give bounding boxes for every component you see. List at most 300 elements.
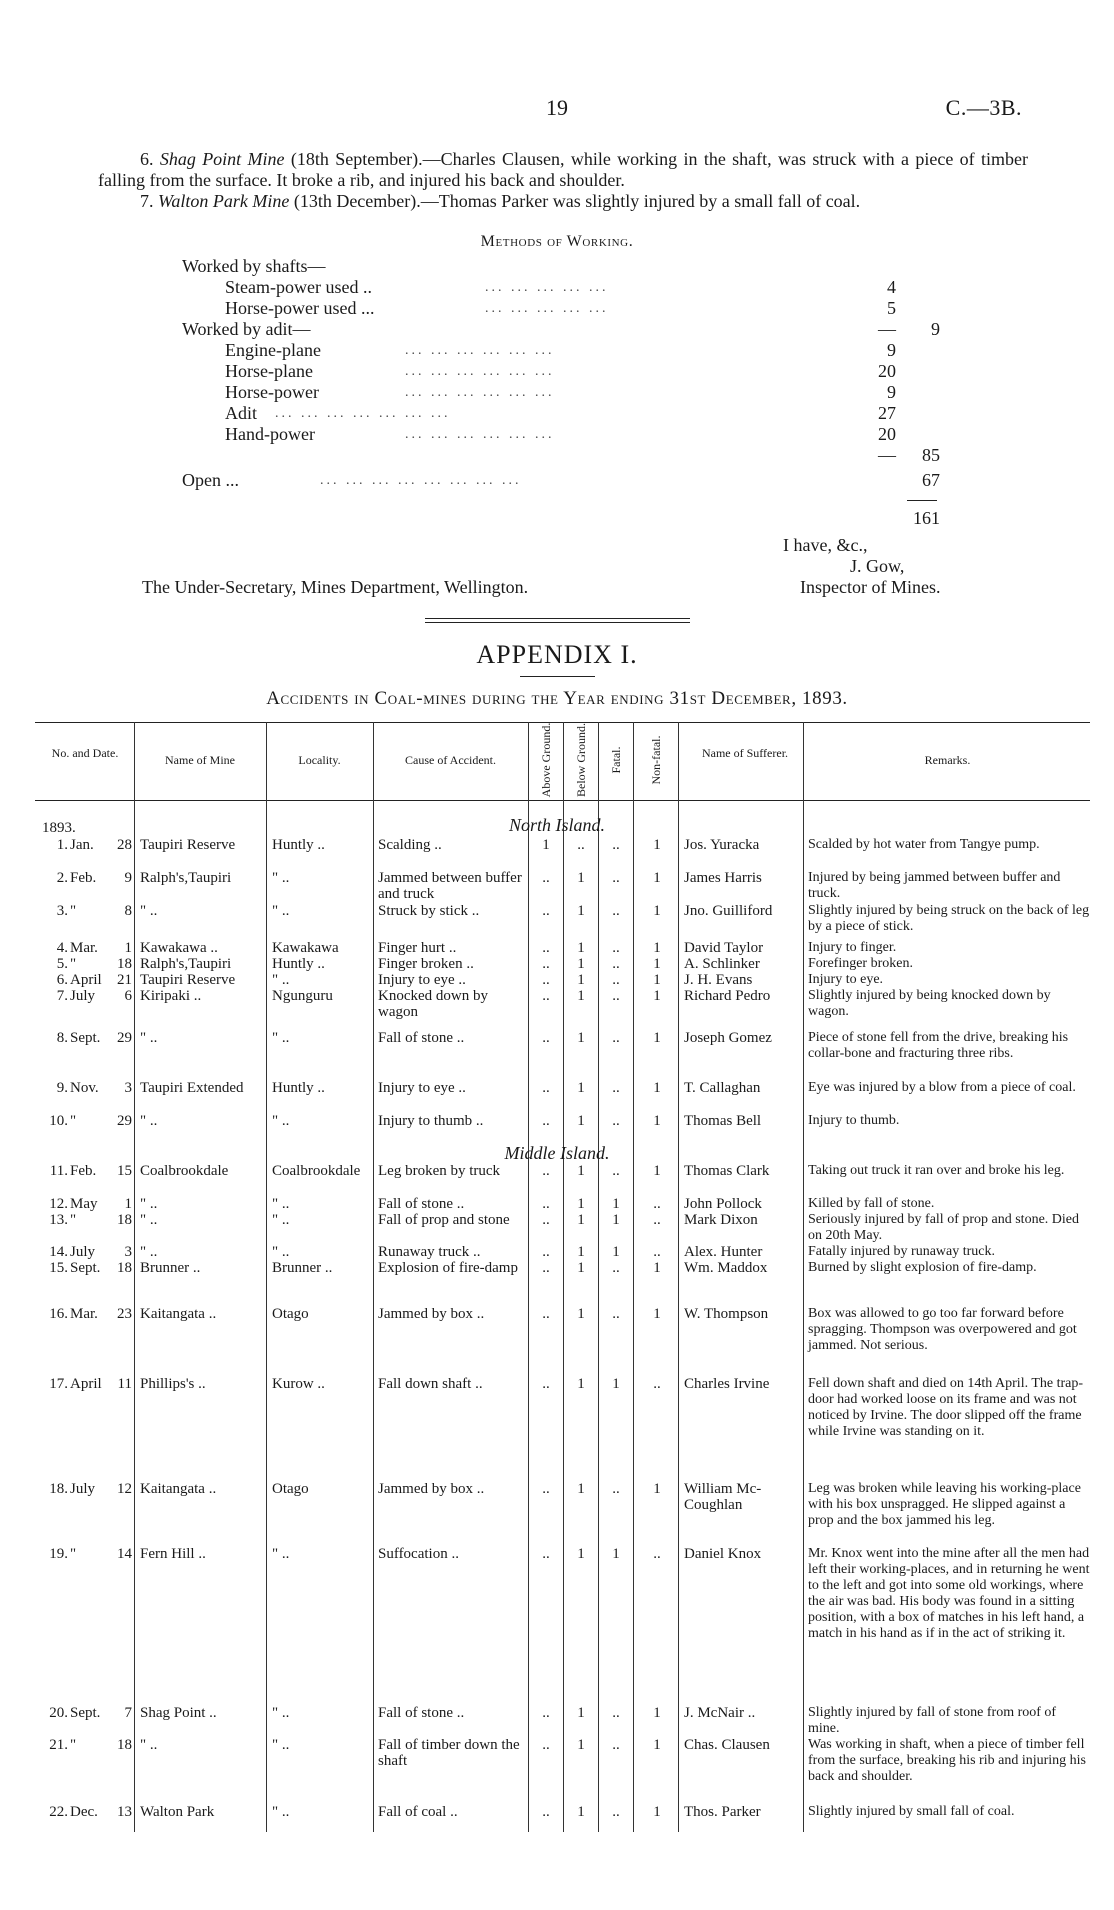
cell-no: 12. xyxy=(49,1196,68,1212)
leader-dots: ... ... ... ... ... ... xyxy=(405,364,555,379)
cell-locality: Huntly .. xyxy=(272,837,325,853)
total-rule xyxy=(907,500,937,501)
cell-below: 1 xyxy=(577,1113,585,1129)
cell-cause: Injury to eye .. xyxy=(378,1080,466,1096)
cell-sufferer: Jos. Yuracka xyxy=(684,837,760,853)
cell-below: 1 xyxy=(577,1306,585,1322)
cell-locality: Ngunguru xyxy=(272,988,333,1004)
leader-dots: ... ... ... ... ... ... xyxy=(405,385,555,400)
cell-nonfatal: 1 xyxy=(653,1163,661,1179)
cell-month: July xyxy=(70,988,96,1004)
cell-month: July xyxy=(70,1244,96,1260)
cell-remarks: Was working in shaft, when a piece of timber fell from the surface, breaking his rib and injuring his back and shoulder. xyxy=(808,1737,1086,1784)
cell-above: .. xyxy=(542,1376,550,1392)
cell-fatal: 1 xyxy=(612,1244,620,1260)
cell-nonfatal: 1 xyxy=(653,1030,661,1046)
cell-sufferer: J. McNair .. xyxy=(684,1705,756,1721)
cell-nonfatal: 1 xyxy=(653,870,661,886)
cell-mine: Ralph's,Taupiri xyxy=(140,956,232,972)
paragraph-number: 7. xyxy=(140,191,154,211)
cell-locality: " .. xyxy=(272,1546,290,1562)
cell-no: 3. xyxy=(56,903,68,919)
cell-day: 18 xyxy=(117,1260,132,1276)
method-label: Adit xyxy=(225,403,258,423)
cell-remarks: Slightly injured by being knocked down by wagon. xyxy=(808,988,1051,1019)
cell-no: 14. xyxy=(49,1244,68,1260)
cell-below: 1 xyxy=(577,1705,585,1721)
cell-day: 29 xyxy=(117,1030,132,1046)
method-label: Hand-power xyxy=(225,424,315,444)
cell-below: 1 xyxy=(577,1376,585,1392)
cell-above: .. xyxy=(542,1306,550,1322)
header-locality: Locality. xyxy=(298,753,341,767)
cell-sufferer: Jno. Guilliford xyxy=(684,903,773,919)
cell-cause: Jammed by box .. xyxy=(378,1306,485,1322)
cell-above: .. xyxy=(542,1705,550,1721)
cell-nonfatal: .. xyxy=(653,1212,661,1228)
cell-remarks: Piece of stone fell from the drive, breaking his collar-bone and fracturing three ribs. xyxy=(808,1030,1069,1061)
column-divider xyxy=(266,722,267,1832)
header-cause: Cause of Accident. xyxy=(405,753,496,767)
cell-month: " xyxy=(70,1737,77,1753)
cell-day: 3 xyxy=(124,1080,132,1096)
cell-mine: " .. xyxy=(140,1212,158,1228)
cell-locality: Otago xyxy=(272,1306,309,1322)
cell-fatal: .. xyxy=(612,1163,620,1179)
cell-fatal: .. xyxy=(612,1306,620,1322)
cell-sufferer: Thomas Bell xyxy=(684,1113,762,1129)
cell-nonfatal: 1 xyxy=(653,1705,661,1721)
cell-below: 1 xyxy=(577,1196,585,1212)
cell-cause: Jammed by box .. xyxy=(378,1481,485,1497)
cell-sufferer: Joseph Gomez xyxy=(684,1030,772,1046)
column-divider xyxy=(803,722,804,1832)
cell-fatal: .. xyxy=(612,1737,620,1753)
column-divider xyxy=(598,722,599,1832)
cell-below: 1 xyxy=(577,1804,585,1820)
cell-sufferer: Mark Dixon xyxy=(684,1212,758,1228)
cell-mine: " .. xyxy=(140,1196,158,1212)
cell-mine: Kiripaki .. xyxy=(140,988,202,1004)
cell-locality: " .. xyxy=(272,1804,290,1820)
subtotal-dash: — xyxy=(878,445,896,465)
cell-day: 3 xyxy=(124,1244,132,1260)
mine-name: Shag Point Mine xyxy=(159,149,285,169)
cell-above: .. xyxy=(542,1244,550,1260)
cell-above: .. xyxy=(542,940,550,956)
method-value: 9 xyxy=(887,340,896,360)
cell-cause: Finger broken .. xyxy=(378,956,474,972)
cell-day: 8 xyxy=(124,903,132,919)
cell-locality: " .. xyxy=(272,1113,290,1129)
cell-fatal: .. xyxy=(612,988,620,1004)
section-middle-island: Middle Island. xyxy=(504,1143,610,1163)
cell-day: 28 xyxy=(117,837,132,853)
cell-month: " xyxy=(70,903,77,919)
cell-remarks: Eye was injured by a blow from a piece of coal. xyxy=(808,1080,1076,1095)
cell-month: May xyxy=(70,1196,98,1212)
methods-shafts-label: Worked by shafts— xyxy=(182,256,326,276)
cell-locality: " .. xyxy=(272,972,290,988)
cell-mine: Taupiri Reserve xyxy=(140,972,236,988)
section-north-island: North Island. xyxy=(508,815,605,835)
cell-cause: Fall of stone .. xyxy=(378,1030,465,1046)
cell-below: 1 xyxy=(577,1481,585,1497)
paragraph-text: (13th December).—Thomas Parker was slightly injured by a small fall of coal. xyxy=(289,191,861,211)
cell-nonfatal: 1 xyxy=(653,1481,661,1497)
cell-no: 9. xyxy=(56,1080,68,1096)
cell-locality: " .. xyxy=(272,903,290,919)
method-value: 4 xyxy=(887,277,896,297)
cell-fatal: .. xyxy=(612,1705,620,1721)
cell-locality: " .. xyxy=(272,1737,290,1753)
cell-mine: Kaitangata .. xyxy=(140,1481,217,1497)
cell-below: 1 xyxy=(577,1546,585,1562)
cell-cause: Fall of coal .. xyxy=(378,1804,458,1820)
open-value: 67 xyxy=(922,470,940,490)
cell-cause: Fall of prop and stone xyxy=(378,1212,510,1228)
cell-cause: Jammed between buffer and truck xyxy=(378,870,522,902)
cell-sufferer: Thomas Clark xyxy=(684,1163,770,1179)
cell-fatal: .. xyxy=(612,837,620,853)
cell-above: .. xyxy=(542,1196,550,1212)
cell-remarks: Scalded by hot water from Tangye pump. xyxy=(808,837,1040,852)
cell-below: .. xyxy=(577,837,585,853)
cell-locality: " .. xyxy=(272,1196,290,1212)
cell-mine: Phillips's .. xyxy=(140,1376,206,1392)
cell-no: 2. xyxy=(56,870,68,886)
cell-month: " xyxy=(70,1212,77,1228)
cell-nonfatal: 1 xyxy=(653,972,661,988)
cell-remarks: Leg was broken while leaving his working-place with his box unspragged. He slipped against a prop and the box jammed his leg. xyxy=(808,1481,1081,1528)
cell-no: 15. xyxy=(49,1260,68,1276)
cell-sufferer: T. Callaghan xyxy=(684,1080,761,1096)
methods-total: 161 xyxy=(913,508,940,528)
cell-day: 1 xyxy=(124,940,132,956)
cell-mine: Kawakawa .. xyxy=(140,940,218,956)
cell-below: 1 xyxy=(577,1212,585,1228)
cell-day: 1 xyxy=(124,1196,132,1212)
cell-remarks: Forefinger broken. xyxy=(808,956,913,971)
cell-sufferer: Richard Pedro xyxy=(684,988,771,1004)
cell-fatal: .. xyxy=(612,1080,620,1096)
cell-below: 1 xyxy=(577,1163,585,1179)
cell-locality: Huntly .. xyxy=(272,956,325,972)
cell-month: Sept. xyxy=(70,1705,101,1721)
leader-dots: ... ... ... ... ... ... ... ... xyxy=(320,473,522,488)
cell-month: Feb. xyxy=(70,1163,97,1179)
cell-sufferer: Wm. Maddox xyxy=(684,1260,768,1276)
cell-nonfatal: 1 xyxy=(653,903,661,919)
cell-cause: Explosion of fire-damp xyxy=(378,1260,518,1276)
cell-fatal: 1 xyxy=(612,1376,620,1392)
cell-above: .. xyxy=(542,1163,550,1179)
cell-nonfatal: 1 xyxy=(653,1113,661,1129)
leader-dots: ... ... ... ... ... xyxy=(485,280,609,295)
cell-nonfatal: 1 xyxy=(653,988,661,1004)
cell-nonfatal: .. xyxy=(653,1376,661,1392)
cell-below: 1 xyxy=(577,988,585,1004)
cell-no: 13. xyxy=(49,1212,68,1228)
method-value: 20 xyxy=(878,361,896,381)
cell-day: 18 xyxy=(117,956,132,972)
cell-fatal: .. xyxy=(612,1113,620,1129)
cell-mine: Fern Hill .. xyxy=(140,1546,206,1562)
cell-mine: Shag Point .. xyxy=(140,1705,217,1721)
cell-day: 13 xyxy=(117,1804,132,1820)
cell-no: 10. xyxy=(49,1113,68,1129)
cell-fatal: 1 xyxy=(612,1546,620,1562)
cell-above: .. xyxy=(542,956,550,972)
cell-remarks: Injury to thumb. xyxy=(808,1113,900,1128)
method-label: Horse-power xyxy=(225,382,319,402)
cell-no: 1. xyxy=(56,837,68,853)
cell-mine: Coalbrookdale xyxy=(140,1163,229,1179)
cell-fatal: .. xyxy=(612,903,620,919)
method-label: Horse-power used ... xyxy=(225,298,375,318)
column-divider xyxy=(134,722,135,1832)
cell-day: 7 xyxy=(124,1705,132,1721)
cell-locality: " .. xyxy=(272,1244,290,1260)
cell-no: 4. xyxy=(56,940,68,956)
cell-cause: Scalding .. xyxy=(378,837,442,853)
header-above-ground: Above Ground. xyxy=(539,722,553,798)
cell-above: .. xyxy=(542,988,550,1004)
cell-sufferer: W. Thompson xyxy=(684,1306,769,1322)
cell-day: 11 xyxy=(117,1376,132,1392)
cell-month: Sept. xyxy=(70,1030,101,1046)
paragraph-walton-park xyxy=(98,191,1028,212)
header-no-date: No. and Date. xyxy=(51,746,119,760)
cell-remarks: Slightly injured by small fall of coal. xyxy=(808,1804,1015,1819)
cell-cause: Knocked down by wagon xyxy=(378,988,488,1020)
cell-cause: Struck by stick .. xyxy=(378,903,480,919)
cell-month: Nov. xyxy=(70,1080,99,1096)
cell-above: .. xyxy=(542,1260,550,1276)
method-label: Horse-plane xyxy=(225,361,313,381)
cell-nonfatal: .. xyxy=(653,1196,661,1212)
cell-cause: Finger hurt .. xyxy=(378,940,457,956)
header-remarks: Remarks. xyxy=(924,753,971,767)
document-reference: C.—3B. xyxy=(945,95,1022,120)
header-below-ground: Below Ground. xyxy=(574,723,588,797)
cell-below: 1 xyxy=(577,1080,585,1096)
paragraph-number: 6. xyxy=(140,149,154,169)
methods-title: Methods of Working. xyxy=(480,233,634,250)
cell-remarks: Injured by being jammed between buffer and truck. xyxy=(808,870,1061,901)
cell-locality: " .. xyxy=(272,1030,290,1046)
cell-day: 29 xyxy=(117,1113,132,1129)
cell-locality: Brunner .. xyxy=(272,1260,333,1276)
cell-nonfatal: .. xyxy=(653,1244,661,1260)
column-divider xyxy=(528,722,529,1832)
cell-cause: Suffocation .. xyxy=(378,1546,459,1562)
cell-remarks: Mr. Knox went into the mine after all the men had left their working-places, and in returning he went to the left and got into some old workings, where the air was bad. His body was found in a sitting position, with a box of matches in his left hand, a match in his hand as if in the act of striking it. xyxy=(808,1546,1090,1641)
cell-above: .. xyxy=(542,1546,550,1562)
table-year: 1893. xyxy=(42,820,76,836)
cell-remarks: Taking out truck it ran over and broke his leg. xyxy=(808,1163,1065,1178)
methods-adit-label: Worked by adit— xyxy=(182,319,311,339)
cell-month: Jan. xyxy=(70,837,94,853)
cell-day: 14 xyxy=(117,1546,132,1562)
cell-sufferer: A. Schlinker xyxy=(684,956,760,972)
cell-month: Mar. xyxy=(70,940,98,956)
methods-open-label: Open ... xyxy=(182,470,239,490)
cell-above: .. xyxy=(542,1804,550,1820)
cell-nonfatal: 1 xyxy=(653,1804,661,1820)
closing-name: J. Gow, xyxy=(850,556,905,576)
cell-day: 6 xyxy=(124,988,132,1004)
cell-mine: Walton Park xyxy=(140,1804,215,1820)
cell-sufferer: Chas. Clausen xyxy=(684,1737,770,1753)
leader-dots: ... ... ... ... ... ... ... xyxy=(275,406,451,421)
cell-mine: Taupiri Extended xyxy=(140,1080,244,1096)
paragraph-text: (18th September).—Charles Clausen, while working in the shaft, was struck with a piece of timber falling from the surface. It broke a rib, and injured his back and shoulder. xyxy=(98,149,1028,190)
cell-above: .. xyxy=(542,972,550,988)
cell-above: .. xyxy=(542,870,550,886)
cell-fatal: 1 xyxy=(612,1212,620,1228)
cell-no: 18. xyxy=(49,1481,68,1497)
cell-cause: Fall down shaft .. xyxy=(378,1376,483,1392)
method-value: 5 xyxy=(887,298,896,318)
subtotal-dash: — xyxy=(878,319,896,339)
cell-fatal: .. xyxy=(612,1804,620,1820)
leader-dots: ... ... ... ... ... ... xyxy=(405,343,555,358)
cell-cause: Fall of stone .. xyxy=(378,1705,465,1721)
cell-cause: Runaway truck .. xyxy=(378,1244,481,1260)
cell-below: 1 xyxy=(577,1737,585,1753)
cell-below: 1 xyxy=(577,903,585,919)
cell-nonfatal: 1 xyxy=(653,1306,661,1322)
cell-remarks: Slightly injured by fall of stone from roof of mine. xyxy=(808,1705,1057,1736)
cell-sufferer: William Mc-Coughlan xyxy=(684,1481,762,1513)
cell-fatal: .. xyxy=(612,1030,620,1046)
cell-month: " xyxy=(70,1546,77,1562)
cell-mine: " .. xyxy=(140,903,158,919)
cell-mine: " .. xyxy=(140,1113,158,1129)
cell-locality: Kurow .. xyxy=(272,1376,325,1392)
cell-fatal: .. xyxy=(612,956,620,972)
cell-day: 18 xyxy=(117,1212,132,1228)
cell-month: Feb. xyxy=(70,870,97,886)
separator-rule xyxy=(425,622,690,623)
cell-sufferer: J. H. Evans xyxy=(684,972,753,988)
cell-above: .. xyxy=(542,903,550,919)
cell-no: 16. xyxy=(49,1306,68,1322)
cell-sufferer: David Taylor xyxy=(684,940,764,956)
cell-day: 15 xyxy=(117,1163,132,1179)
cell-below: 1 xyxy=(577,972,585,988)
cell-locality: Huntly .. xyxy=(272,1080,325,1096)
column-divider xyxy=(678,722,679,1832)
cell-remarks: Killed by fall of stone. xyxy=(808,1196,935,1211)
method-value: 27 xyxy=(878,403,896,423)
cell-nonfatal: 1 xyxy=(653,1260,661,1276)
cell-below: 1 xyxy=(577,956,585,972)
cell-no: 19. xyxy=(49,1546,68,1562)
cell-day: 9 xyxy=(124,870,132,886)
cell-day: 18 xyxy=(117,1737,132,1753)
cell-above: .. xyxy=(542,1113,550,1129)
cell-below: 1 xyxy=(577,1260,585,1276)
header-sufferer: Name of Sufferer. xyxy=(701,746,789,760)
cell-above: .. xyxy=(542,1080,550,1096)
cell-no: 17. xyxy=(49,1376,68,1392)
closing-greeting: I have, &c., xyxy=(783,535,868,555)
cell-remarks: Burned by slight explosion of fire-damp. xyxy=(808,1260,1037,1275)
mine-name: Walton Park Mine xyxy=(158,191,290,211)
cell-mine: Brunner .. xyxy=(140,1260,201,1276)
cell-month: " xyxy=(70,956,77,972)
title-underline xyxy=(520,676,595,677)
cell-cause: Injury to eye .. xyxy=(378,972,466,988)
leader-dots: ... ... ... ... ... ... xyxy=(405,427,555,442)
cell-locality: Kawakawa xyxy=(272,940,339,956)
cell-day: 12 xyxy=(117,1481,132,1497)
cell-nonfatal: 1 xyxy=(653,1080,661,1096)
method-label: Steam-power used .. xyxy=(225,277,372,297)
cell-month: Mar. xyxy=(70,1306,98,1322)
leader-dots: ... ... ... ... ... xyxy=(485,301,609,316)
cell-remarks: Box was allowed to go too far forward before spragging. Thompson was overpowered and got jammed. Not serious. xyxy=(808,1306,1077,1353)
cell-mine: " .. xyxy=(140,1030,158,1046)
cell-fatal: .. xyxy=(612,1481,620,1497)
cell-above: 1 xyxy=(542,837,550,853)
cell-mine: " .. xyxy=(140,1737,158,1753)
cell-below: 1 xyxy=(577,940,585,956)
appendix-title: APPENDIX I. xyxy=(476,640,638,669)
cell-month: April xyxy=(70,1376,102,1392)
cell-no: 21. xyxy=(49,1737,68,1753)
cell-fatal: .. xyxy=(612,1260,620,1276)
method-value: 20 xyxy=(878,424,896,444)
header-fatal: Fatal. xyxy=(609,746,623,774)
header-mine: Name of Mine xyxy=(165,753,235,767)
cell-remarks: Fatally injured by runaway truck. xyxy=(808,1244,996,1259)
cell-day: 23 xyxy=(117,1306,132,1322)
subtotal-adit: 85 xyxy=(922,445,940,465)
cell-no: 22. xyxy=(49,1804,68,1820)
method-value: 9 xyxy=(887,382,896,402)
cell-remarks: Seriously injured by fall of prop and stone. Died on 20th May. xyxy=(808,1212,1080,1243)
subtotal-shafts: 9 xyxy=(931,319,940,339)
cell-sufferer: John Pollock xyxy=(684,1196,762,1212)
cell-month: Sept. xyxy=(70,1260,101,1276)
cell-mine: Taupiri Reserve xyxy=(140,837,236,853)
column-divider xyxy=(633,722,634,1832)
cell-sufferer: James Harris xyxy=(684,870,762,886)
cell-above: .. xyxy=(542,1737,550,1753)
cell-fatal: .. xyxy=(612,972,620,988)
cell-day: 21 xyxy=(117,972,132,988)
cell-locality: " .. xyxy=(272,1212,290,1228)
cell-cause: Fall of timber down the shaft xyxy=(378,1737,520,1769)
cell-no: 6. xyxy=(56,972,68,988)
cell-nonfatal: 1 xyxy=(653,956,661,972)
appendix-subtitle: Accidents in Coal-mines during the Year ending 31st December, 1893. xyxy=(266,688,848,709)
cell-sufferer: Charles Irvine xyxy=(684,1376,770,1392)
cell-sufferer: Daniel Knox xyxy=(684,1546,762,1562)
paragraph-shag-point xyxy=(98,149,1028,191)
cell-remarks: Injury to eye. xyxy=(808,972,884,987)
cell-nonfatal: 1 xyxy=(653,940,661,956)
cell-locality: Coalbrookdale xyxy=(272,1163,361,1179)
cell-month: " xyxy=(70,1113,77,1129)
column-divider xyxy=(563,722,564,1832)
cell-nonfatal: 1 xyxy=(653,1737,661,1753)
closing-title: Inspector of Mines. xyxy=(800,577,941,597)
cell-no: 11. xyxy=(49,1163,68,1179)
